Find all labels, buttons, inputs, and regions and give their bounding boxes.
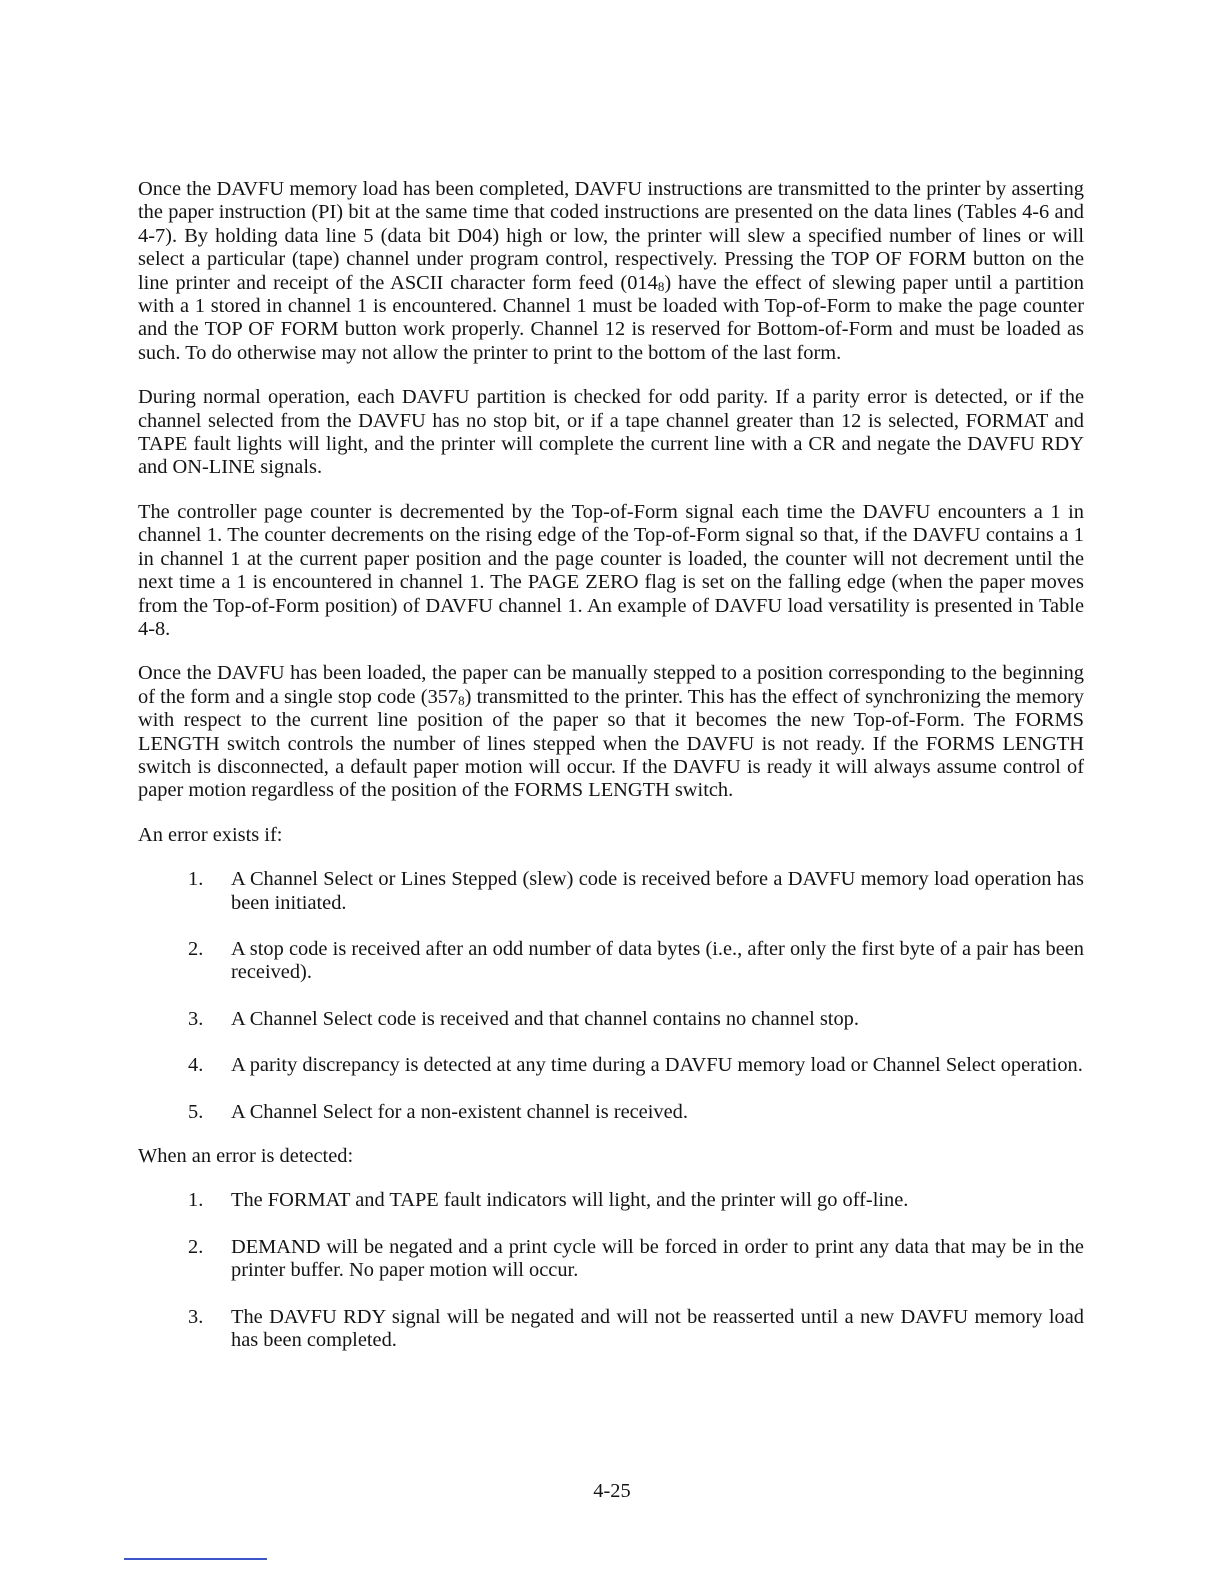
paragraph-page-counter: The controller page counter is decremented by the Top-of-Form signal each time the DAVFU encounters a 1 in channel 1. The counter decrements on the rising edge of the Top-of-Form signal so that, if the DAVFU contains a 1 in channel 1 at the current paper position and the page counter is loaded, the counter will not decrement until the next time a 1 is encountered in channel 1. The PAGE ZERO flag is set on the falling edge (when the paper moves from the Top-of-Form position) of DAVFU channel 1. An example of DAVFU load versatility is presented in Table 4-8. (138, 500, 1084, 640)
list-item (138, 1054, 1084, 1077)
list-item-text: The FORMAT and TAPE fault indicators will light, and the printer will go off-line. (231, 1189, 909, 1212)
document-body (138, 178, 1084, 1373)
error-conditions-list (138, 868, 1084, 1124)
list-item (138, 1306, 1084, 1353)
list-item (138, 938, 1084, 985)
list-item-text: A Channel Select code is received and that channel contains no channel stop. (231, 1007, 859, 1030)
list-item-text: A parity discrepancy is detected at any time during a DAVFU memory load or Channel Select operation. (231, 1054, 1083, 1077)
list-item-text: A Channel Select for a non-existent channel is received. (231, 1100, 688, 1123)
error-conditions-lead: An error exists if: (138, 823, 283, 846)
error-detected-list (138, 1189, 1084, 1352)
paragraph-davfu-instructions (138, 178, 1084, 365)
paragraph-top-of-form-sync (138, 662, 1084, 802)
octal-subscript: 8 (657, 278, 665, 294)
error-detected-lead: When an error is detected: (138, 1145, 354, 1167)
list-item-text: A stop code is received after an odd number of data bytes (i.e., after only the first byte of a pair has been received). (231, 937, 1084, 984)
octal-subscript: 8 (458, 692, 465, 708)
list-item-number: 2. (188, 937, 204, 960)
paragraph-text: Once the DAVFU memory load has been completed, DAVFU instructions are transmitted to the printer by asserting the paper instruction (PI) bit at the same time that coded instructions are presented on the data lines (Tables 4-6 and 4-7). By holding data line 5 (data bit D04) high or low, the printer will slew a specified number of lines or will select a particular (tape) channel under program control, respectively. Pressing the TOP OF FORM button on the line printer and receipt of the ASCII character form feed (014 (138, 178, 1084, 294)
list-item (138, 1101, 1084, 1124)
paragraph-text: ) transmitted to the printer. This has the effect of synchronizing the memory with respect to the current line position of the paper so that it becomes the new Top-of-Form. The FORMS LENGTH switch controls the number of lines stepped when the DAVFU is not ready. If the FORMS LENGTH switch is disconnected, a default paper motion will occur. If the DAVFU is ready it will always assume control of paper motion regardless of the position of the FORMS LENGTH switch. (138, 685, 1084, 802)
list-item-number: 3. (188, 1305, 204, 1328)
list-item-number: 2. (188, 1235, 204, 1258)
paragraph-text: ) have the effect of slewing paper until a partition with a 1 stored in channel 1 is encountered. Channel 1 must be loaded with Top-of-Form to make the page counter and the TOP OF FORM button work properly. Channel 12 is reserved for Bottom-of-Form and must be loaded as such. To do otherwise may not allow the printer to print to the bottom of the last form. (138, 271, 1084, 364)
list-item-text: A Channel Select or Lines Stepped (slew) code is received before a DAVFU memory load operation has been initiated. (231, 868, 1084, 914)
page-number: 4-25 (593, 1480, 631, 1502)
paragraph-text: Once the DAVFU has been loaded, the paper can be manually stepped to a position corresponding to the beginning of the form and a single stop code (357 (138, 662, 1084, 708)
list-item-number: 1. (188, 868, 204, 891)
paragraph-parity-check: During normal operation, each DAVFU partition is checked for odd parity. If a parity error is detected, or if the channel selected from the DAVFU has no stop bit, or if a tape channel greater than 12 is selected, FORMAT and TAPE fault lights will light, and the printer will complete the current line with a CR and negate the DAVFU RDY and ON-LINE signals. (138, 386, 1084, 479)
list-item-number: 1. (188, 1189, 204, 1212)
list-item-number: 3. (188, 1007, 204, 1030)
list-item (138, 1008, 1084, 1031)
list-item-text: DEMAND will be negated and a print cycle will be forced in order to print any data that may be in the printer buffer. No paper motion will occur. (231, 1235, 1084, 1282)
list-item (138, 1236, 1084, 1283)
list-item-number: 5. (188, 1100, 204, 1123)
list-item (138, 1189, 1084, 1212)
list-item-text: The DAVFU RDY signal will be negated and will not be reasserted until a new DAVFU memory load has been completed. (231, 1305, 1084, 1352)
footer-rule (124, 1558, 267, 1560)
list-item-number: 4. (188, 1054, 204, 1077)
list-item (138, 868, 1084, 915)
